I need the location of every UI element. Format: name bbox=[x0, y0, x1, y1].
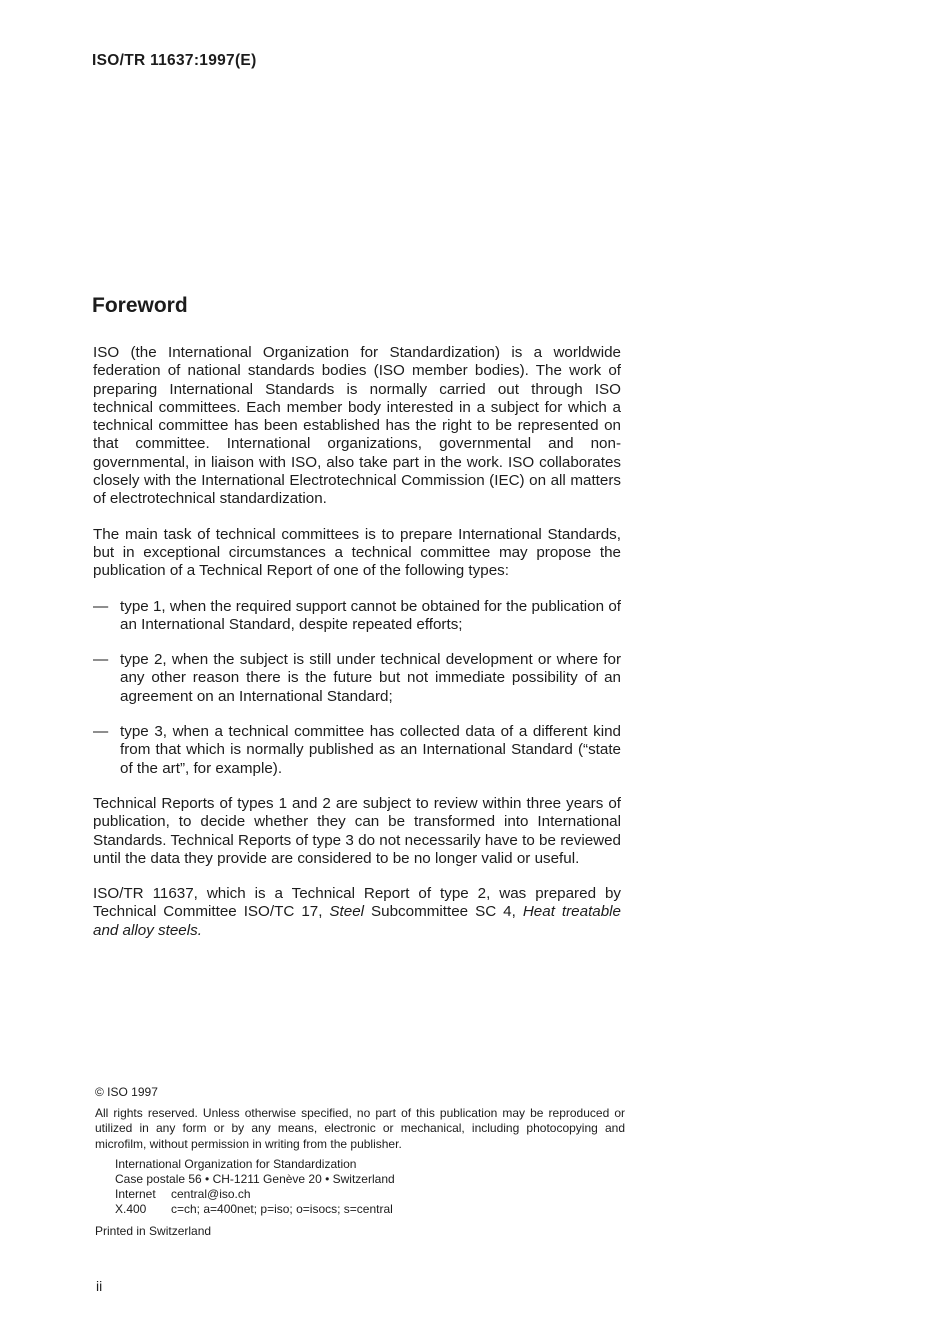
copyright-footer bbox=[95, 1085, 625, 1239]
subcommittee-name: Heat treatable and alloy steels. bbox=[93, 903, 621, 939]
paragraph-prepared-by bbox=[93, 885, 621, 940]
x400-address: c=ch; a=400net; p=iso; o=isocs; s=central bbox=[171, 1202, 393, 1217]
list-item bbox=[93, 723, 621, 778]
list-item-text: type 3, when a technical committee has collected data of a different kind from that which is normally published as an International Standard (“state of the art”, for example). bbox=[120, 723, 621, 777]
dash-bullet: — bbox=[93, 723, 109, 741]
printed-location: Printed in Switzerland bbox=[95, 1223, 212, 1238]
x400-label: X.400 bbox=[115, 1202, 147, 1217]
foreword-body bbox=[93, 344, 621, 957]
internet-address: central@iso.ch bbox=[171, 1187, 251, 1202]
list-item-text: type 2, when the subject is still under technical development or where for any other reason there is the future but not immediate possibility of an agreement on an International Standard; bbox=[120, 651, 621, 705]
org-name: International Organization for Standardization bbox=[115, 1156, 357, 1171]
dash-bullet: — bbox=[93, 597, 109, 615]
dash-bullet: — bbox=[93, 651, 109, 669]
copyright-notice: © ISO 1997 bbox=[95, 1085, 158, 1099]
list-item bbox=[93, 598, 621, 635]
list-item bbox=[93, 651, 621, 706]
internet-line bbox=[115, 1187, 625, 1202]
report-types-list bbox=[93, 598, 621, 778]
x400-line bbox=[115, 1202, 625, 1217]
rights-statement: All rights reserved. Unless otherwise specified, no part of this publication may be reproduced or utilized in any form or by any means, electronic or mechanical, including photocopying and microfilm, without permission in writing from the publisher. bbox=[95, 1106, 625, 1151]
document-id: ISO/TR 11637:1997(E) bbox=[92, 52, 257, 69]
internet-label: Internet bbox=[115, 1187, 156, 1202]
subcommittee-text: Subcommittee SC 4, bbox=[364, 903, 523, 921]
postal-address: Case postale 56 • CH-1211 Genève 20 • Switzerland bbox=[115, 1172, 395, 1187]
paragraph-main-task: The main task of technical committees is to prepare International Standards, but in exceptional circumstances a technical committee may propose the publication of a Technical Report of one of the following types: bbox=[93, 525, 621, 580]
paragraph-iso-intro: ISO (the International Organization for Standardization) is a worldwide federation of national standards bodies (ISO member bodies). The work of preparing International Standards is normally carried out through ISO technical committees. Each member body interested in a subject for which a technical committee has been established has the right to be represented on that committee. International organizations, governmental and non-governmental, in liaison with ISO, also take part in the work. ISO collaborates closely with the International Electrotechnical Commission (IEC) on all matters of electrotechnical standardization. bbox=[93, 344, 621, 508]
section-title: Foreword bbox=[92, 294, 188, 317]
committee-name: Steel bbox=[329, 903, 365, 921]
prepared-by-text: ISO/TR 11637, which is a Technical Report of type 2, was prepared by Technical Committee ISO/TC 17, bbox=[93, 885, 621, 921]
publisher-address bbox=[115, 1157, 625, 1218]
page-number: ii bbox=[96, 1278, 103, 1294]
list-item-text: type 1, when the required support cannot be obtained for the publication of an International Standard, despite repeated efforts; bbox=[120, 597, 621, 633]
paragraph-review: Technical Reports of types 1 and 2 are subject to review within three years of publication, to decide whether they can be transformed into International Standards. Technical Reports of type 3 do not necessarily have to be reviewed until the data they provide are considered to be no longer valid or useful. bbox=[93, 794, 621, 867]
